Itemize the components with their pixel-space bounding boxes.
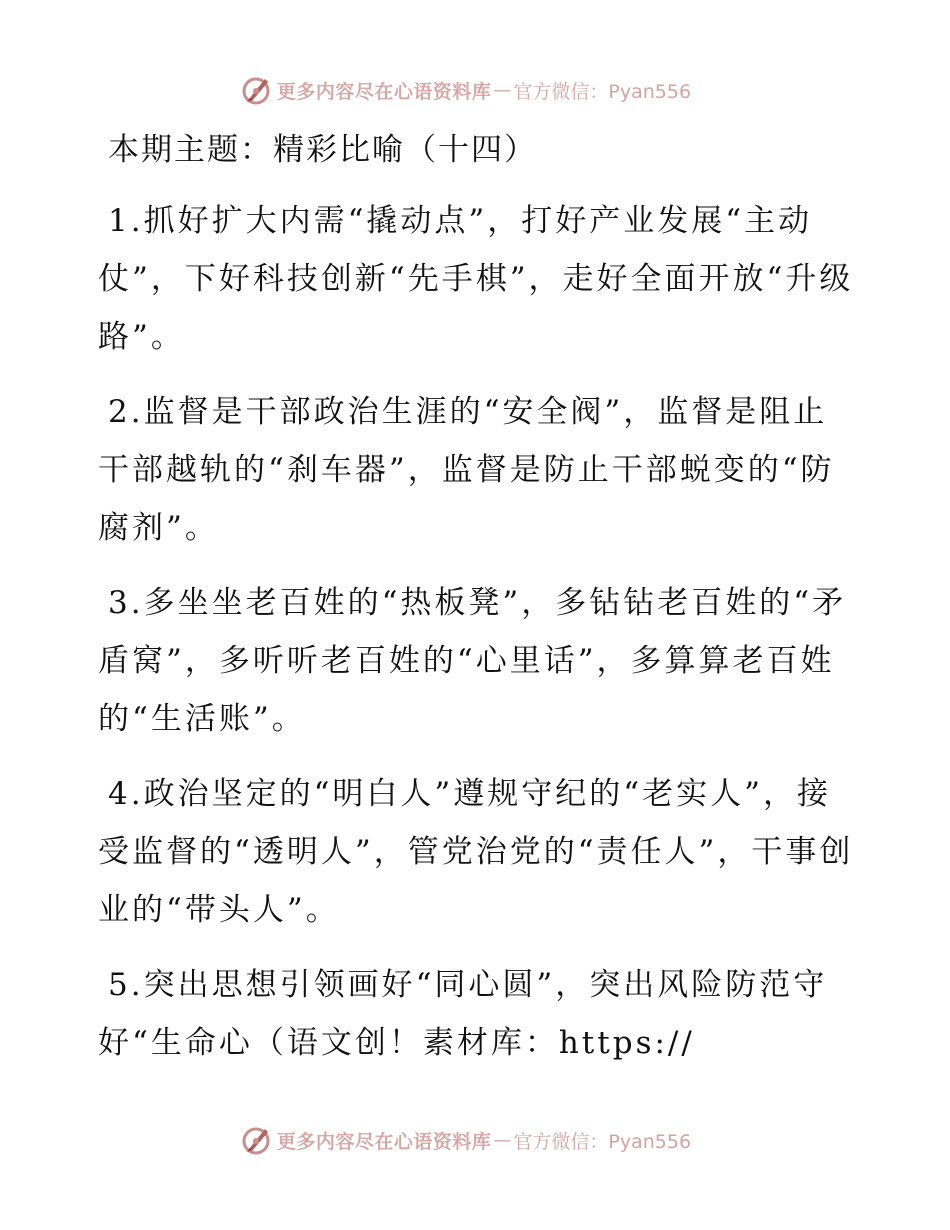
watermark-contact: 官方微信：Pyan556	[513, 80, 692, 103]
page-title: 本期主题：精彩比喻（十四）	[108, 132, 537, 168]
watermark-text: 更多内容尽在心语资料库	[276, 1130, 492, 1153]
paragraph-5: 5.突出思想引领画好“同心圆”，突出风险防范守好“生命心（语文创！素材库：https://	[98, 967, 828, 1061]
footer-watermark	[0, 1120, 950, 1160]
paragraph-2: 2.监督是干部政治生涯的“安全阀”，监督是阻止干部越轨的“刹车器”，监督是防止干部蜕变的“防腐剂”。	[98, 394, 835, 546]
quill-pen-logo-icon	[239, 1123, 273, 1157]
quill-pen-logo-icon	[239, 73, 273, 107]
paragraph-1: 1.抓好扩大内需“撬动点”，打好产业发展“主动仗”，下好科技创新“先手棋”，走好全面开放“升级路”。	[98, 203, 854, 355]
watermark-separator: —	[493, 79, 512, 101]
paragraph-3: 3.多坐坐老百姓的“热板凳”，多钻钻老百姓的“矛盾窝”，多听听老百姓的“心里话”，多算算老百姓的“生活账”。	[98, 585, 847, 737]
header-watermark	[0, 70, 950, 110]
watermark-separator: —	[493, 1129, 512, 1151]
paragraph-4: 4.政治坚定的“明白人”遵规守纪的“老实人”，接受监督的“透明人”，管党治党的“责任人”，干事创业的“带头人”。	[98, 776, 854, 928]
watermark-contact: 官方微信：Pyan556	[513, 1130, 692, 1153]
watermark-text: 更多内容尽在心语资料库	[276, 80, 492, 103]
